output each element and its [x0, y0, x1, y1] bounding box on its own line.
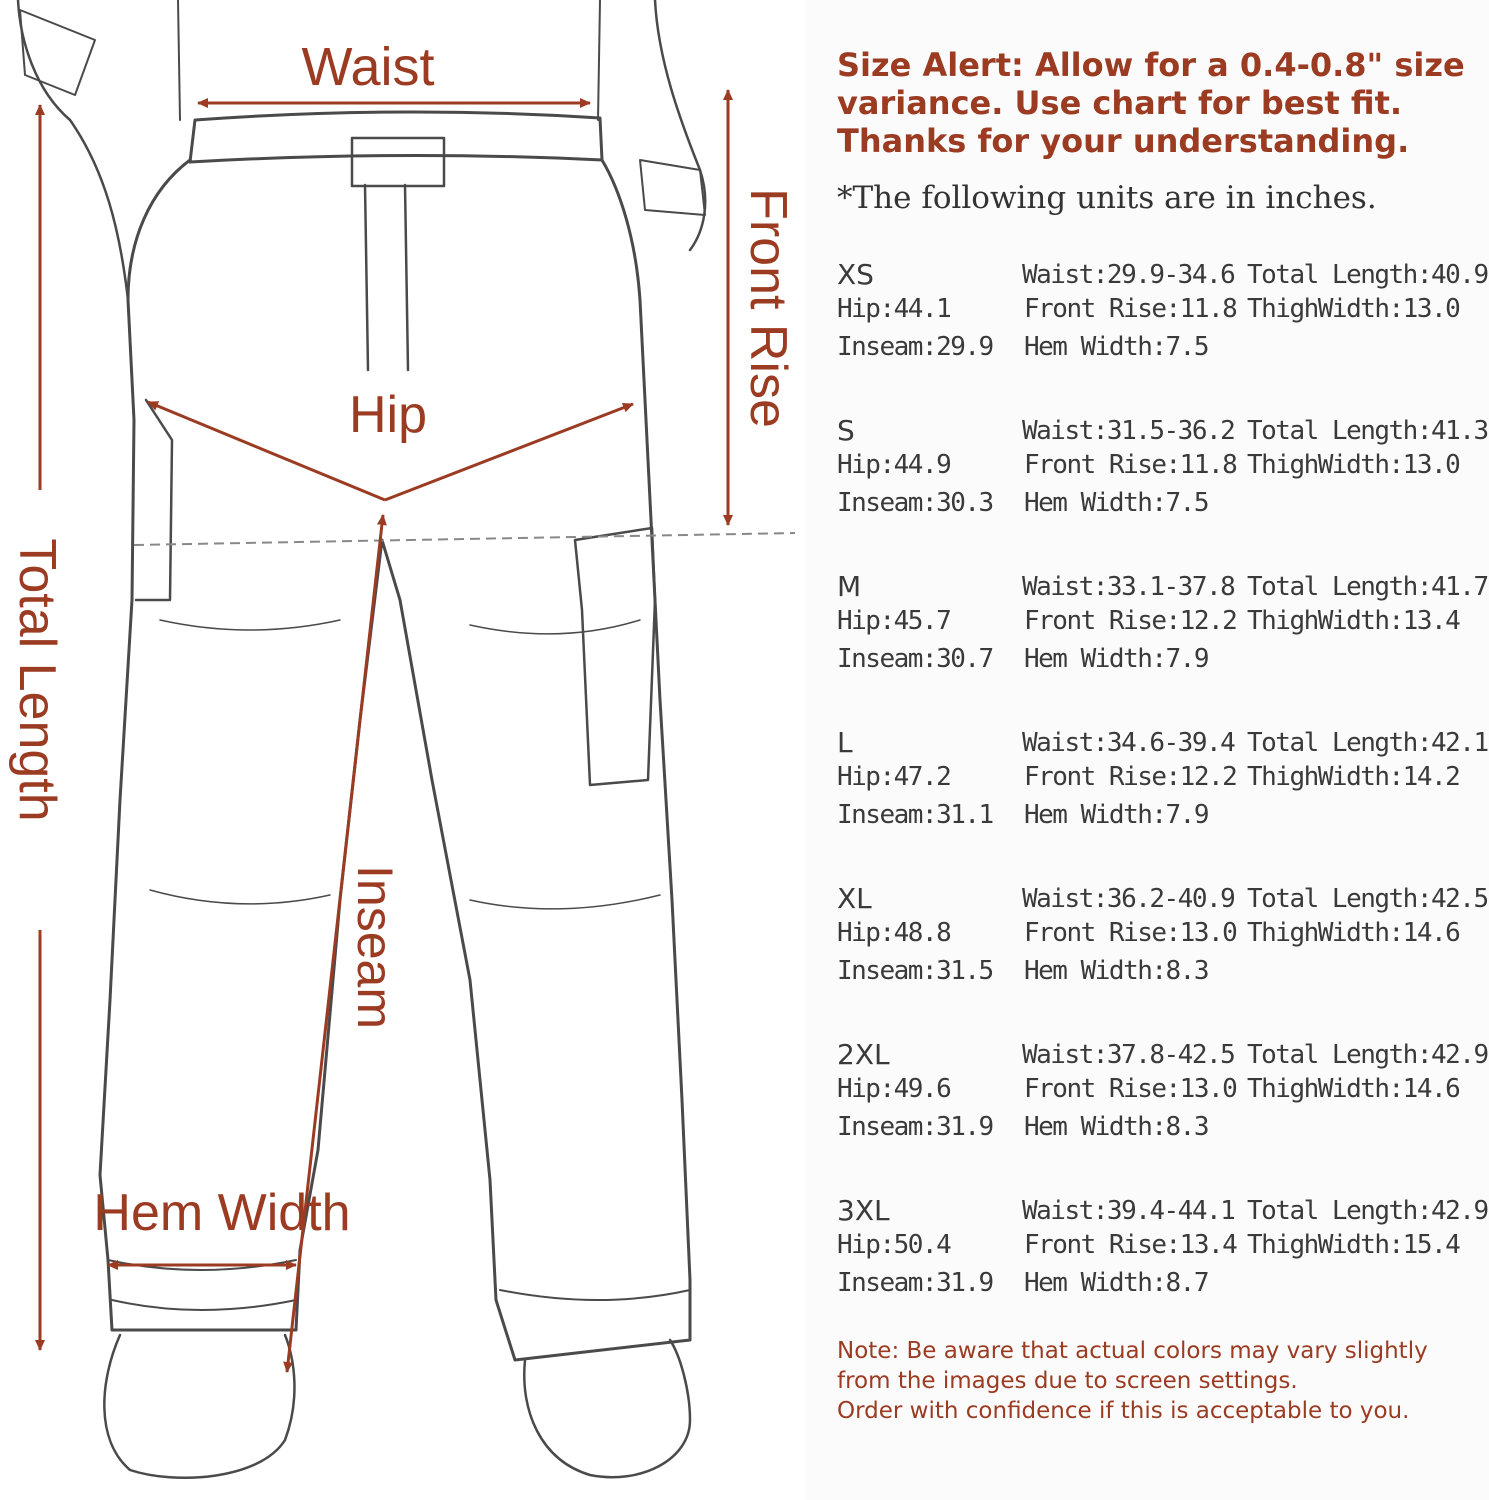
- right-cargo-pocket-sketch: [575, 528, 655, 785]
- hip-value: Hip:49.6: [837, 1074, 951, 1104]
- thigh-width-value: ThighWidth:14.2: [1247, 762, 1460, 792]
- left-arm-sketch: [18, 0, 128, 300]
- watch-sketch: [640, 160, 705, 215]
- total-length-value: Total Length:42.5: [1247, 884, 1488, 914]
- left-shoe-sketch: [104, 1335, 294, 1478]
- front-rise-value: Front Rise:13.0: [1024, 1074, 1237, 1104]
- size-label: S: [837, 414, 855, 447]
- total-length-value: Total Length:41.3: [1247, 416, 1488, 446]
- left-hem-sketch: [108, 1260, 296, 1310]
- crotch-guide-line: [134, 533, 795, 545]
- inseam-value: Inseam:30.3: [837, 488, 993, 518]
- total-length-label: Total Length: [8, 538, 66, 822]
- total-length-value: Total Length:42.1: [1247, 728, 1488, 758]
- size-label: XL: [837, 882, 872, 915]
- front-rise-value: Front Rise:13.0: [1024, 918, 1237, 948]
- hip-value: Hip:45.7: [837, 606, 951, 636]
- units-note: *The following units are in inches.: [837, 180, 1377, 216]
- inseam-value: Inseam:29.9: [837, 332, 993, 362]
- inseam-value: Inseam:31.1: [837, 800, 993, 830]
- size-block: [837, 414, 1487, 534]
- size-label: L: [837, 726, 853, 759]
- waist-value: Waist:37.8-42.5: [1022, 1040, 1235, 1070]
- thigh-width-value: ThighWidth:15.4: [1247, 1230, 1460, 1260]
- thigh-width-value: ThighWidth:14.6: [1247, 918, 1460, 948]
- fly-sketch: [365, 185, 408, 370]
- right-hem-sketch: [500, 1290, 690, 1300]
- dimension-arrows: [40, 90, 728, 1372]
- hip-value: Hip:48.8: [837, 918, 951, 948]
- front-rise-value: Front Rise:11.8: [1024, 450, 1237, 480]
- size-block: [837, 258, 1487, 378]
- hip-value: Hip:50.4: [837, 1230, 951, 1260]
- inseam-value: Inseam:31.9: [837, 1268, 993, 1298]
- left-pocket-sketch: [136, 400, 172, 600]
- hem-width-value: Hem Width:8.3: [1024, 1112, 1208, 1142]
- size-alert-line: Size Alert: Allow for a 0.4-0.8" size: [837, 46, 1465, 84]
- thigh-width-value: ThighWidth:13.4: [1247, 606, 1460, 636]
- size-label: XS: [837, 258, 874, 291]
- front-rise-value: Front Rise:13.4: [1024, 1230, 1237, 1260]
- size-block: [837, 1194, 1487, 1314]
- total-length-value: Total Length:42.9: [1247, 1196, 1488, 1226]
- waist-value: Waist:39.4-44.1: [1022, 1196, 1235, 1226]
- left-sleeve-sketch: [20, 10, 95, 95]
- size-block: [837, 1038, 1487, 1158]
- hem-width-label: Hem Width: [93, 1184, 351, 1242]
- color-note: [837, 1336, 1487, 1426]
- hip-value: Hip:44.1: [837, 294, 951, 324]
- waist-label: Waist: [301, 37, 435, 97]
- color-note-line: Order with confidence if this is acceptable to you.: [837, 1398, 1410, 1424]
- thigh-width-value: ThighWidth:14.6: [1247, 1074, 1460, 1104]
- color-note-line: from the images due to screen settings.: [837, 1368, 1298, 1394]
- waist-value: Waist:33.1-37.8: [1022, 572, 1235, 602]
- thigh-width-value: ThighWidth:13.0: [1247, 294, 1460, 324]
- front-rise-value: Front Rise:12.2: [1024, 606, 1237, 636]
- hip-value: Hip:44.9: [837, 450, 951, 480]
- front-rise-value: Front Rise:11.8: [1024, 294, 1237, 324]
- inseam-label: Inseam: [347, 865, 403, 1029]
- front-rise-value: Front Rise:12.2: [1024, 762, 1237, 792]
- size-block: [837, 570, 1487, 690]
- color-note-line: Note: Be aware that actual colors may vary slightly: [837, 1338, 1428, 1364]
- waist-value: Waist:36.2-40.9: [1022, 884, 1235, 914]
- thigh-width-value: ThighWidth:13.0: [1247, 450, 1460, 480]
- waist-value: Waist:29.9-34.6: [1022, 260, 1235, 290]
- hem-width-value: Hem Width:7.9: [1024, 800, 1208, 830]
- inseam-value: Inseam:30.7: [837, 644, 993, 674]
- hem-width-value: Hem Width:7.9: [1024, 644, 1208, 674]
- size-label: 3XL: [837, 1194, 890, 1227]
- total-length-value: Total Length:41.7: [1247, 572, 1488, 602]
- hip-value: Hip:47.2: [837, 762, 951, 792]
- total-length-value: Total Length:40.9: [1247, 260, 1488, 290]
- size-block: [837, 882, 1487, 1002]
- hem-width-value: Hem Width:7.5: [1024, 332, 1208, 362]
- size-block: [837, 726, 1487, 846]
- size-alert-line: variance. Use chart for best fit.: [837, 84, 1403, 122]
- size-label: M: [837, 570, 862, 603]
- waist-value: Waist:34.6-39.4: [1022, 728, 1235, 758]
- hem-width-value: Hem Width:7.5: [1024, 488, 1208, 518]
- right-shoe-sketch: [524, 1340, 690, 1477]
- belt-buckle-sketch: [352, 138, 444, 186]
- inseam-value: Inseam:31.9: [837, 1112, 993, 1142]
- inseam-value: Inseam:31.5: [837, 956, 993, 986]
- hem-width-value: Hem Width:8.3: [1024, 956, 1208, 986]
- pants-outline: [100, 160, 690, 1360]
- size-alert-line: Thanks for your understanding.: [837, 122, 1410, 160]
- size-label: 2XL: [837, 1038, 890, 1071]
- hip-label: Hip: [348, 386, 428, 444]
- front-rise-label: Front Rise: [739, 188, 797, 428]
- size-alert: [837, 46, 1477, 160]
- waist-value: Waist:31.5-36.2: [1022, 416, 1235, 446]
- hem-width-value: Hem Width:8.7: [1024, 1268, 1208, 1298]
- total-length-value: Total Length:42.9: [1247, 1040, 1488, 1070]
- pants-sketch: [18, 0, 705, 1478]
